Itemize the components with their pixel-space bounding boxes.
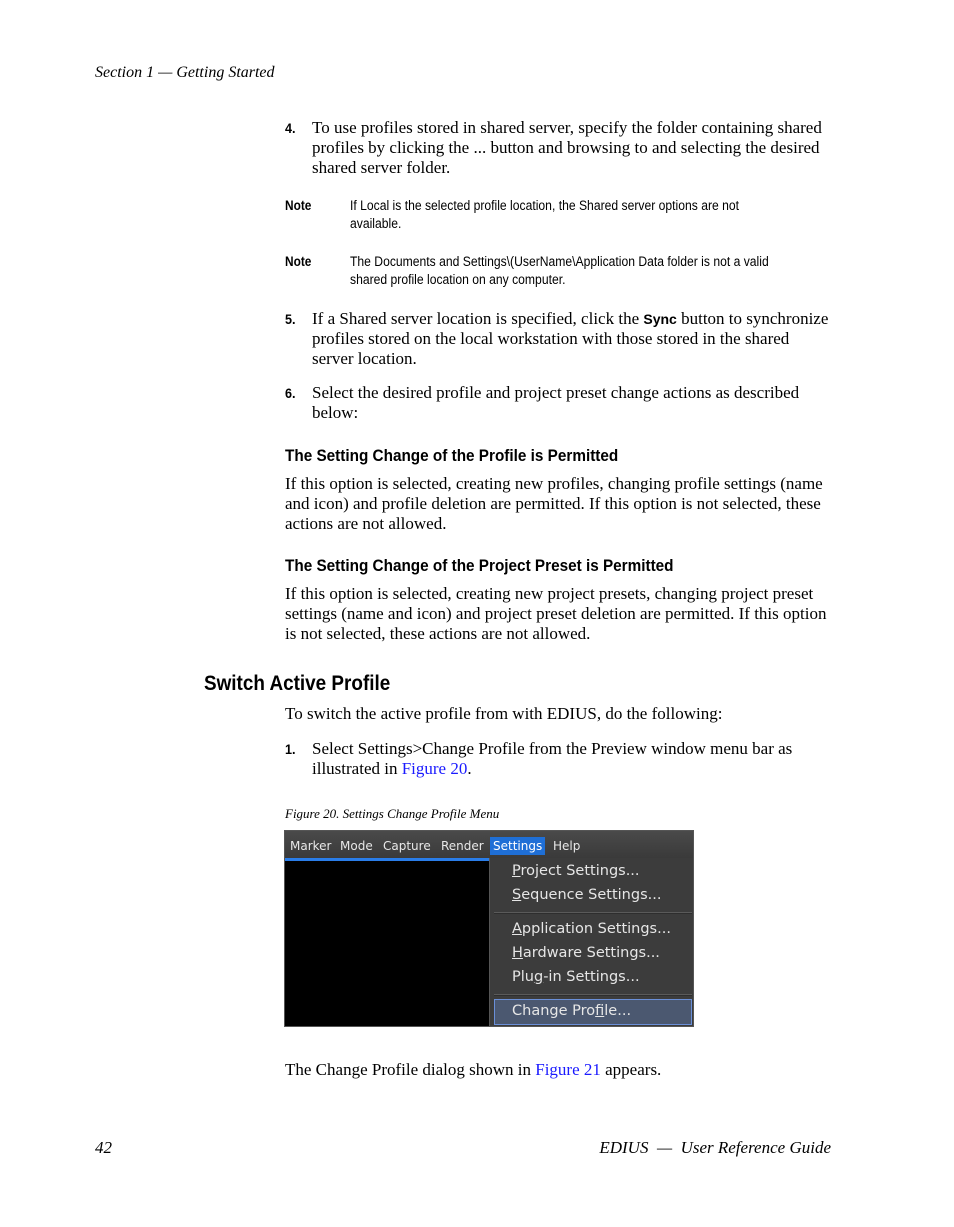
figure-caption: Figure 20. Settings Change Profile Menu xyxy=(285,806,500,821)
step-text-part: If a Shared server location is specified, click the xyxy=(312,309,644,328)
mnemonic: A xyxy=(512,921,522,937)
menu-separator xyxy=(494,994,692,996)
page-number: 42 xyxy=(95,1138,112,1157)
step-text-part: button to synchronize profiles stored on the local workstation with those stored in the shared server location. xyxy=(312,309,829,368)
closing-paragraph xyxy=(285,1060,830,1080)
menu-mode[interactable]: Mode xyxy=(340,839,373,853)
step-4 xyxy=(285,118,830,178)
menu-item-label: ardware Settings... xyxy=(522,945,660,961)
menu-settings[interactable]: Settings xyxy=(490,837,545,855)
step-5 xyxy=(285,309,830,369)
note-1 xyxy=(285,197,830,233)
closing-text: The Change Profile dialog shown in xyxy=(285,1060,536,1079)
step-number: 1. xyxy=(285,741,296,757)
menu-item-label: Change Pro xyxy=(512,1003,596,1019)
menu-help[interactable]: Help xyxy=(553,839,581,853)
subheading-preset-permitted: The Setting Change of the Project Preset is Permitted xyxy=(285,556,674,575)
menu-render[interactable]: Render xyxy=(441,839,484,853)
step-6 xyxy=(285,383,830,423)
step-text: Select the desired profile and project preset change actions as described below: xyxy=(312,383,800,422)
menu-item-project-settings[interactable] xyxy=(512,863,640,879)
step-text-part: Select Settings>Change Profile from the Preview window menu bar as illustrated in xyxy=(312,739,793,778)
menu-item-label: roject Settings... xyxy=(520,863,640,879)
menu-item-label: ile... xyxy=(604,1003,632,1019)
figure-20-link[interactable]: Figure 20 xyxy=(401,759,468,778)
menu-item-sequence-settings[interactable] xyxy=(512,887,661,903)
mnemonic: g xyxy=(533,969,544,985)
sync-button-label: Sync xyxy=(643,311,677,327)
running-footer-title: EDIUS — User Reference Guide xyxy=(599,1138,831,1157)
step-text-part: . xyxy=(467,759,472,778)
note-2 xyxy=(285,253,830,289)
note-label: Note xyxy=(285,254,312,269)
paragraph-preset-permitted: If this option is selected, creating new project presets, changing project preset settings (name and icon) and project preset deletion are permitted. If this option is not selected, these actions are not allowed. xyxy=(285,584,827,643)
settings-dropdown xyxy=(489,858,694,1027)
figure-21-link[interactable]: Figure 21 xyxy=(535,1060,601,1079)
paragraph-profile-permitted: If this option is selected, creating new profiles, changing profile settings (name and icon) and profile deletion are permitted. If this option is not selected, these actions are not allowed. xyxy=(285,474,823,533)
closing-text: appears. xyxy=(600,1060,662,1079)
section-heading: Switch Active Profile xyxy=(204,672,391,695)
menu-item-change-profile[interactable] xyxy=(512,1003,631,1019)
note-label: Note xyxy=(285,198,312,213)
step-text: To use profiles stored in shared server, specify the folder containing shared profiles by clicking the ... button and browsing to and selecting the desired shared server folder. xyxy=(312,118,822,177)
menu-item-application-settings[interactable] xyxy=(512,921,671,937)
note-text: If Local is the selected profile location, the Shared server options are not available. xyxy=(350,198,740,231)
step-number: 5. xyxy=(285,311,296,327)
step-text xyxy=(312,309,830,369)
step-1 xyxy=(285,739,830,779)
step-number: 4. xyxy=(285,120,296,136)
step-number: 6. xyxy=(285,385,296,401)
menu-item-plugin-settings[interactable] xyxy=(512,969,640,985)
menu-item-label: equence Settings... xyxy=(521,887,662,903)
menu-separator xyxy=(494,912,692,914)
settings-menu-screenshot xyxy=(284,830,694,1027)
mnemonic: S xyxy=(512,887,522,903)
mnemonic: H xyxy=(512,945,523,961)
menu-item-hardware-settings[interactable] xyxy=(512,945,660,961)
menu-item-label: pplication Settings... xyxy=(521,921,671,937)
note-text: The Documents and Settings\(UserName\Application Data folder is not a valid shared profile location on any computer. xyxy=(350,254,769,287)
menu-capture[interactable]: Capture xyxy=(383,839,431,853)
mnemonic: P xyxy=(512,863,521,879)
menu-item-label: -in Settings... xyxy=(543,969,640,985)
running-header: Section 1 — Getting Started xyxy=(95,64,275,81)
step-text xyxy=(312,739,830,779)
mnemonic: f xyxy=(595,1003,605,1019)
menu-bar xyxy=(285,831,693,858)
preview-accent-line xyxy=(285,858,490,861)
menu-marker[interactable]: Marker xyxy=(290,839,332,853)
menu-item-label: Plu xyxy=(512,969,534,985)
subheading-profile-permitted: The Setting Change of the Profile is Permitted xyxy=(285,446,619,465)
section-intro: To switch the active profile from with EDIUS, do the following: xyxy=(285,704,723,723)
